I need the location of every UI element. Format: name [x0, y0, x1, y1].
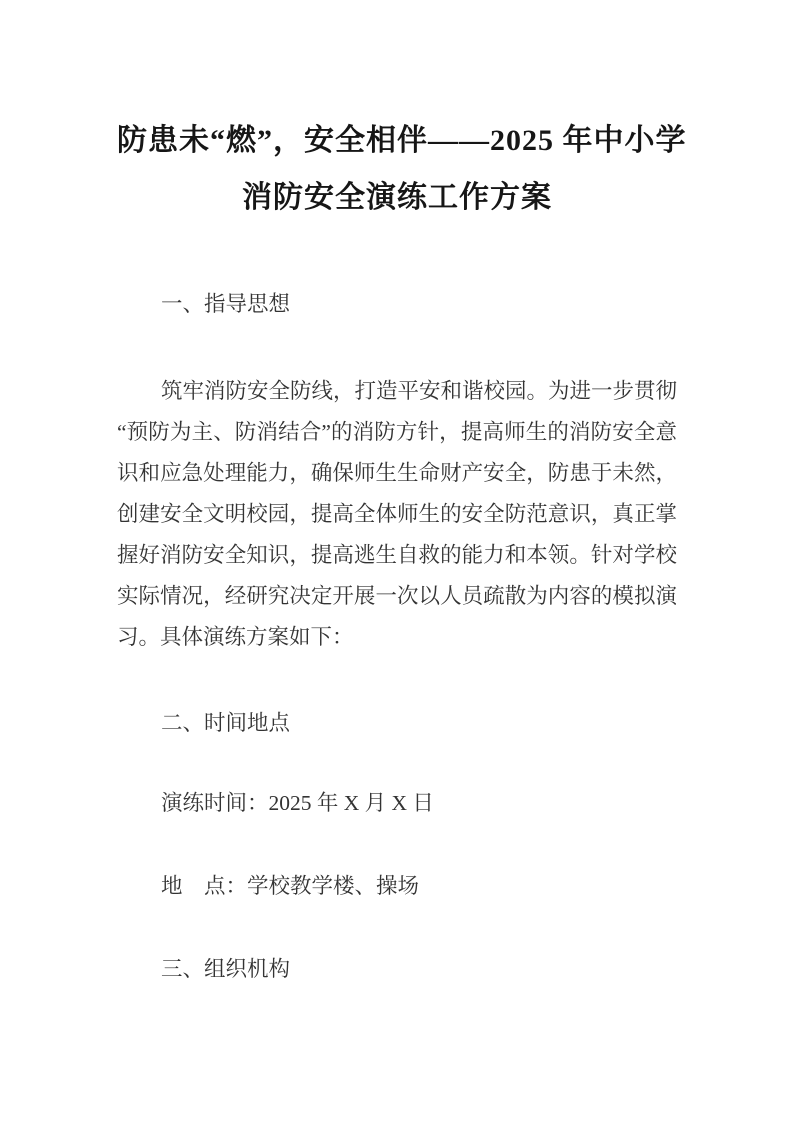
document-title-line-2: 消防安全演练工作方案 — [242, 181, 552, 214]
section-heading-time-place: 二、时间地点 — [161, 711, 291, 735]
section-heading-organization: 三、组织机构 — [161, 957, 291, 981]
document-title — [117, 112, 687, 226]
section-heading-guiding-ideology: 一、指导思想 — [161, 292, 291, 316]
guiding-ideology-paragraph: 筑牢消防安全防线，打造平安和谐校园。为进一步贯彻“预防为主、防消结合”的消防方针，提高师生的消防安全意识和应急处理能力，确保师生生命财产安全，防患于未然，创建安全文明校园，提高全体师生的安全防范意识，真正掌握好消防安全知识，提高逃生自救的能力和本领。针对学校实际情况，经研究决定开展一次以人员疏散为内容的模拟演习。具体演练方案如下： — [117, 379, 678, 649]
document-body — [117, 284, 677, 990]
drill-place-line: 地 点：学校教学楼、操场 — [161, 874, 420, 898]
drill-time-line: 演练时间：2025 年 X 月 X 日 — [161, 791, 434, 815]
document-title-line-1: 防患未“燃”，安全相伴——2025 年中小学 — [117, 124, 687, 157]
